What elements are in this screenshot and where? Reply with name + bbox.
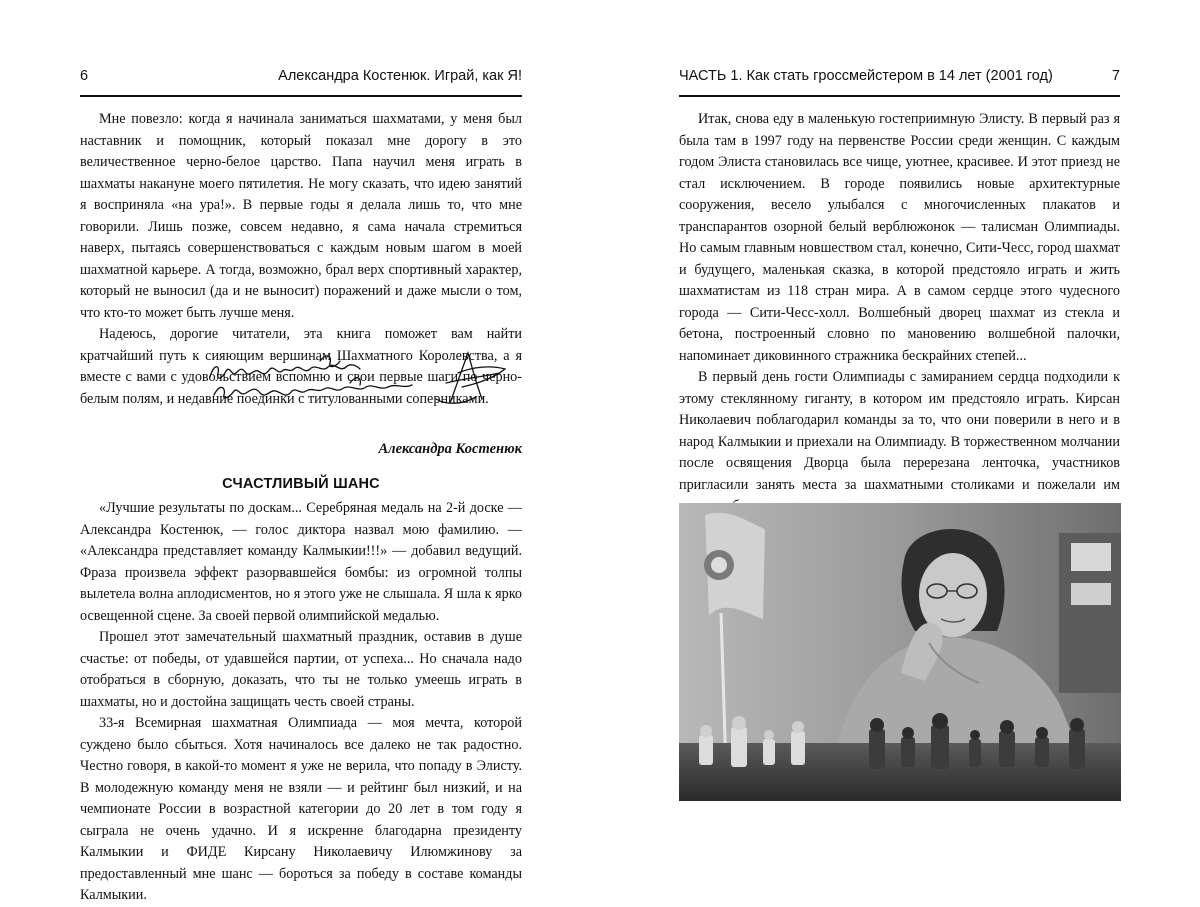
- section-paragraph: 33-я Всемирная шахматная Олимпиада — моя мечта, которой суждено было сбыться. Хотя начиналось все далеко не так радостно. Честно говоря, в какой-то момент я уже не верила, что попаду в Элисту. В молодежную команду меня не взяли — и рейтинг был низкий, и на чемпионате России в возрастной категории до 20 лет в том году я сыграла не очень удачно. И я искренне благодарна президенту Калмыкии и ФИДЕ Кирсану Николаевичу Илюмжинову за предоставленный мне шанс — бороться за победу в составе команды Калмыкии.: [80, 715, 522, 903]
- left-page-header: [80, 68, 522, 92]
- right-header-rule: [679, 95, 1120, 97]
- section-text: [80, 498, 522, 907]
- handwritten-signature: [200, 343, 530, 413]
- left-header-rule: [80, 95, 522, 97]
- right-page-number: 7: [1111, 68, 1120, 84]
- left-page-number: 6: [80, 68, 89, 84]
- photo-illustration: [679, 503, 1121, 801]
- signer-name: Александра Костенюк: [378, 441, 522, 457]
- left-page: [0, 0, 600, 903]
- left-paragraph: Мне повезло: когда я начинала заниматься шахматами, у меня был наставник и помощник, который показал мне дорогу в это величественное черно-белое царство. Папа научил меня играть в шахматы накануне моего пятилетия. Не могу сказать, что идею занятий я восприняла «на ура!». В первые годы я делала лишь то, что мне говорили. Лишь позже, совсем недавно, я сама начала стремиться наверх, пытаясь совершенствоваться с каждым новым шагом в моей шахматной карьере. А тогда, возможно, брал верх спортивный характер, который не выносил (да и не выносит) поражений и даже мысли о том, что кто-то может быть лучше меня.: [80, 111, 522, 321]
- right-paragraph: Итак, снова еду в маленькую гостеприимную Элисту. В первый раз я была там в 1997 году на первенстве России среди женщин. С каждым годом Элиста становилась все чище, уютнее, красивее. И этот приезд не стал исключением. В городе появились новые архитектурные сооружения, весело улыбался с многочисленных плакатов и транспарантов озорной белый верблюжонок — талисман Олимпиады. Но самым главным новшеством стал, конечно, Сити-Чесс, город шахмат и будущего, маленькая сказка, в которой предстояло играть и жить шахматистам из 118 стран мира. А в самом сердце этого чудесного города — Сити-Чесс-холл. Волшебный дворец шахмат из стекла и бетона, построенный словно по мановению волшебной палочки, напоминает диковинного стражника бескрайних степей...: [679, 111, 1120, 364]
- right-paragraph: В первый день гости Олимпиады с замиранием сердца подходили к этому стеклянному гиганту, в котором им предстояло играть. Кирсан Николаевич поблагодарил команды за то, что они поверили в него и в народ Калмыкии и приехали на Олимпиаду. В торжественном молчании после освящения Дворца была перерезана ленточка, участников пригласили занять места за шахматными столиками и пожелали им: [679, 369, 1120, 493]
- right-running-title: ЧАСТЬ 1. Как стать гроссмейстером в 14 лет (2001 год): [679, 68, 1053, 84]
- right-page: [600, 0, 1200, 868]
- photo-chess-player: [679, 503, 1121, 801]
- section-paragraph: «Лучшие результаты по доскам... Серебряная медаль на 2-й доске — Александра Костенюк, — голос диктора назвал мою фамилию. — «Александра представляет команду Калмыкии!!!» — добавил ведущий. Фраза произвела эффект разорвавшейся бомбы: из огромной толпы вылетела волна аплодисментов, но я этого уже не слышала. Я шла к ярко освещенной сцене. За своей первой олимпийской медалью.: [80, 500, 522, 624]
- section-paragraph: Прошел этот замечательный шахматный праздник, оставив в душе счастье: от победы, от удавшейся партии, от успеха... Но сначала надо отобраться в сборную, доказать, что ты не только умеешь играть в шахматы, но и достойна защищать честь своей страны.: [80, 629, 522, 710]
- section-title: СЧАСТЛИВЫЙ ШАНС: [222, 476, 380, 492]
- right-page-header: [679, 68, 1120, 92]
- left-running-title: Александра Костенюк. Играй, как Я!: [278, 68, 522, 84]
- signature-drawing: [200, 343, 530, 413]
- left-paragraph: Надеюсь, дорогие читатели, эта книга поможет вам найти кратчайший путь к сияющим вершинам Шахматного Королевства, а я вместе с вами с удовольствием вспомню и свои первые шаги по черно-белым полям, и недавние поединки с титулованными соперниками.: [80, 326, 522, 407]
